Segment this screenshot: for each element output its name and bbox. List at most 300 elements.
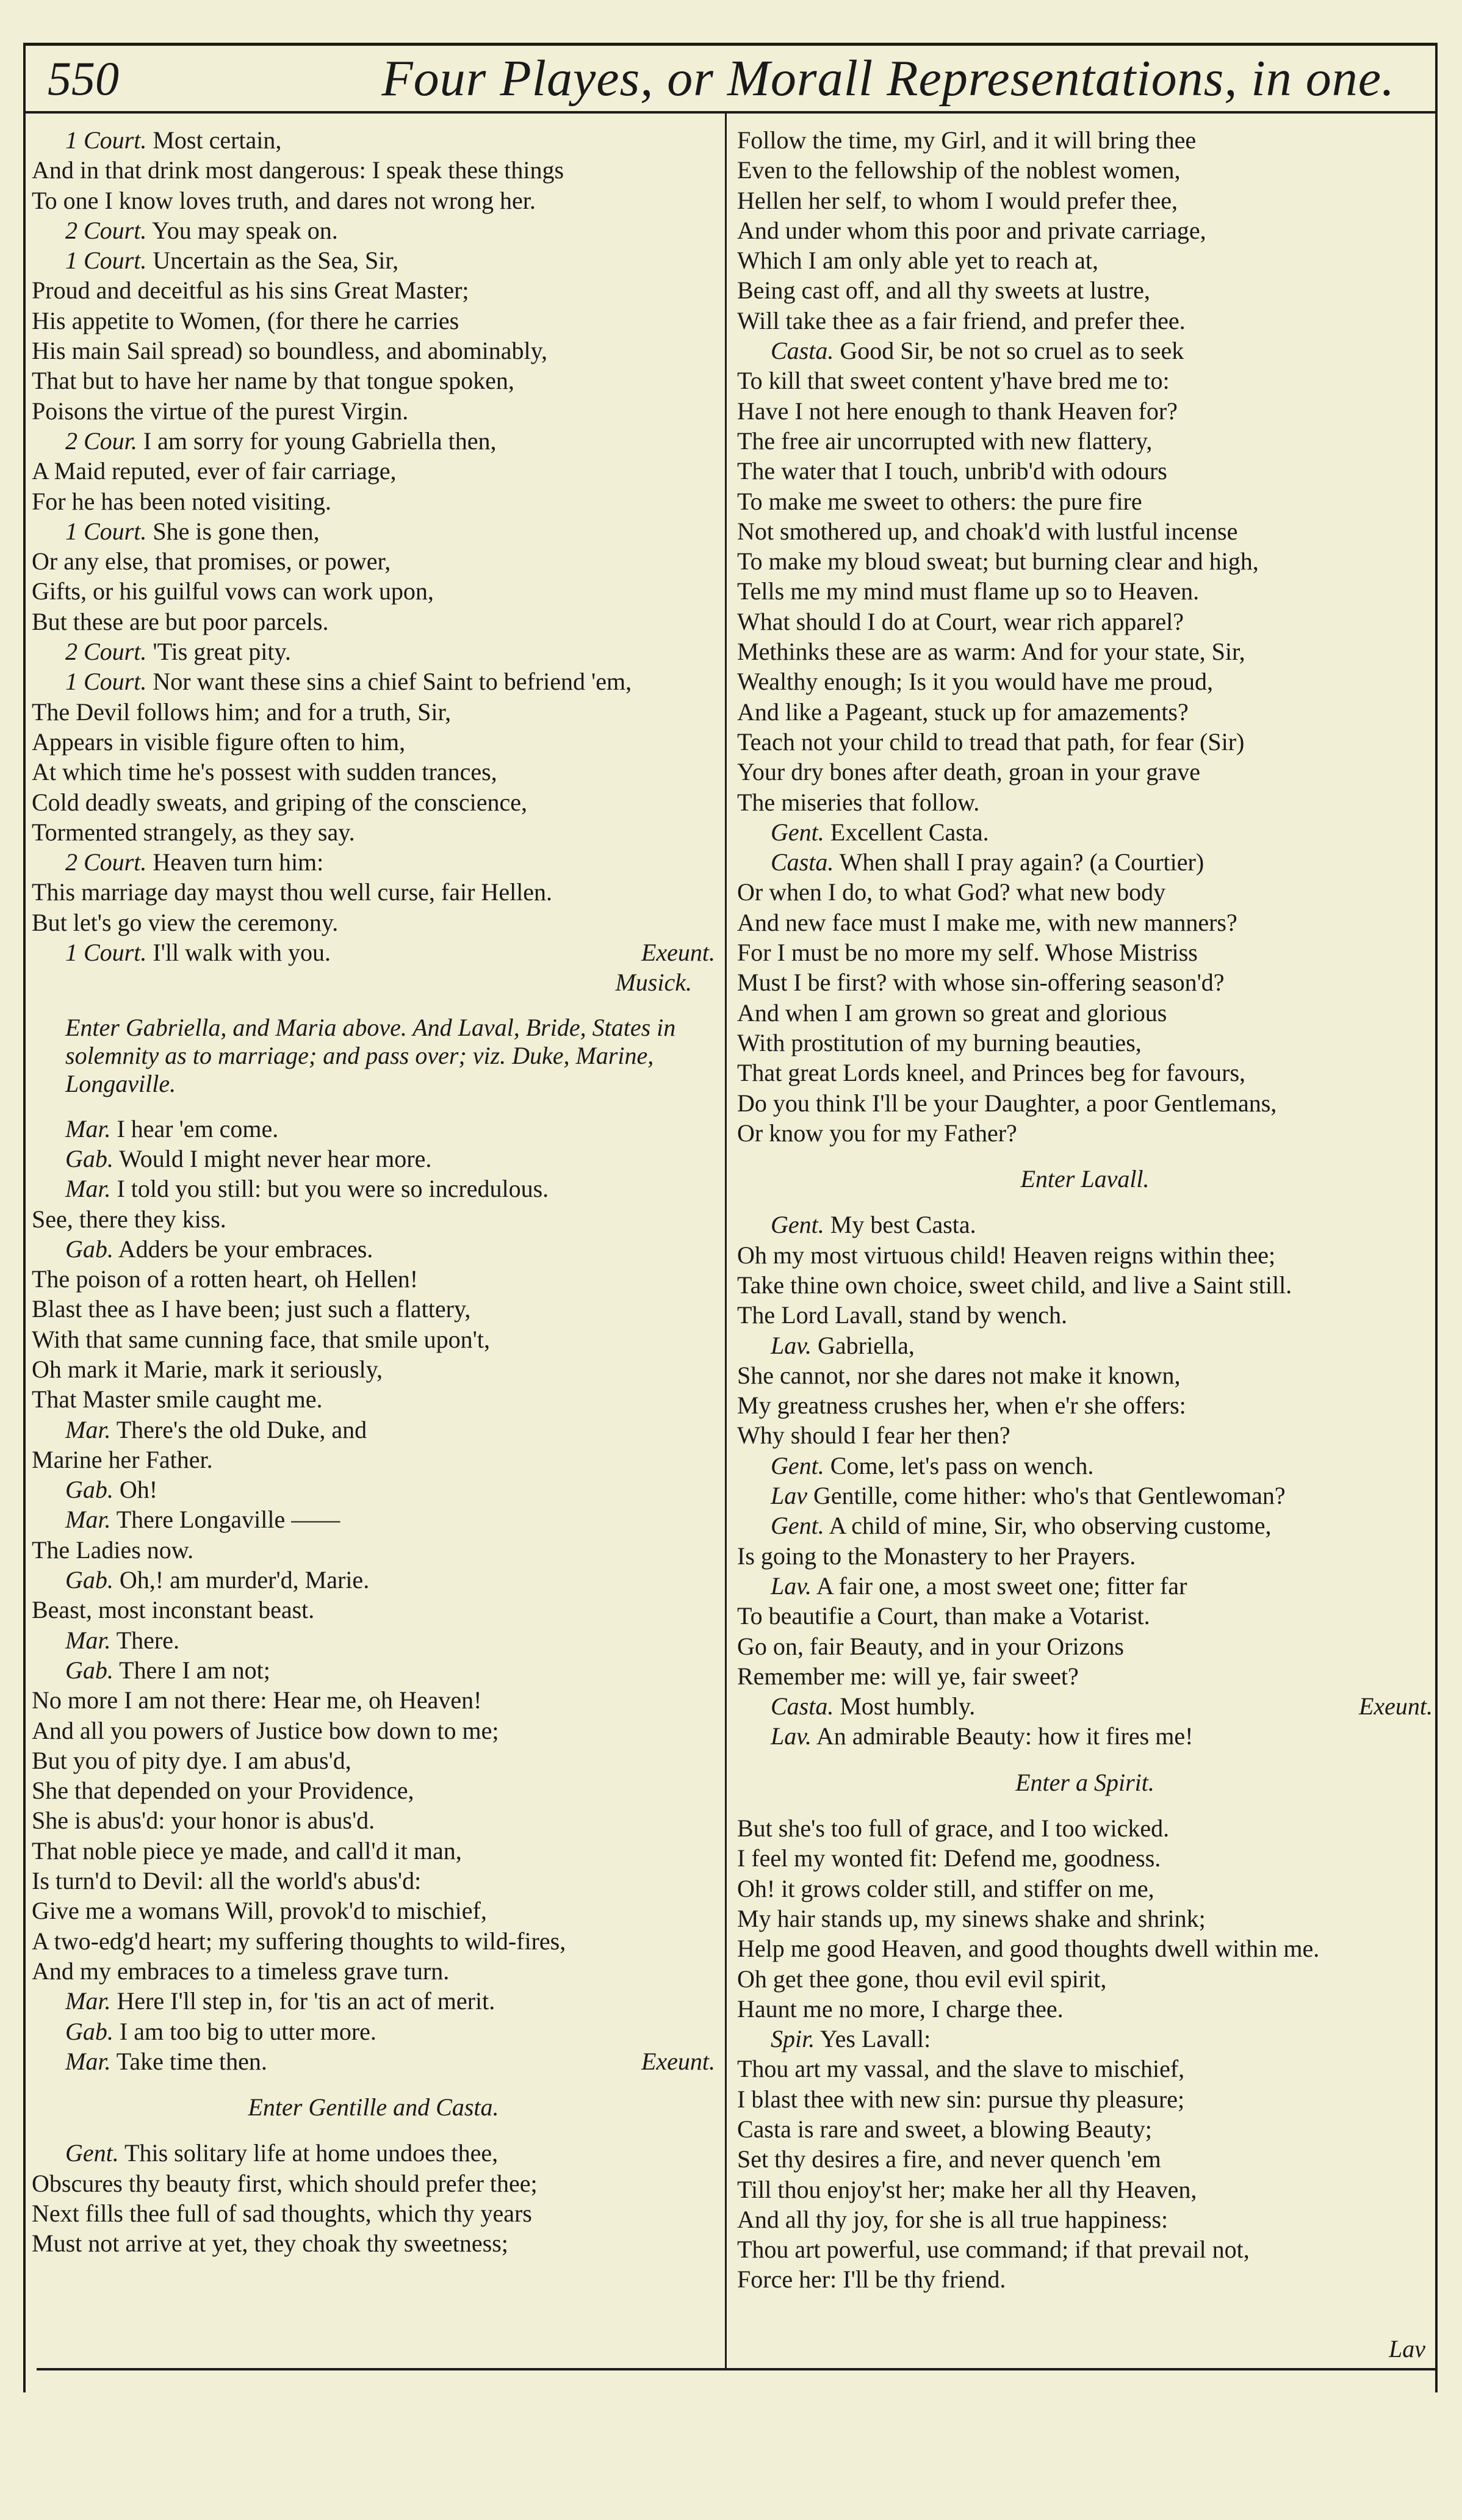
line-text: The miseries that follow.: [737, 788, 980, 816]
verse-line: [737, 998, 1433, 1028]
verse-line: [737, 516, 1433, 546]
running-title: Four Playes, or Morall Representations, in one.: [381, 50, 1395, 107]
verse-line: [32, 456, 715, 486]
line-text: Or when I do, to what God? what new body: [737, 878, 1166, 906]
verse-line: [737, 757, 1433, 787]
verse-line: [32, 2198, 715, 2228]
line-text: Set thy desires a fire, and never quench 'em: [737, 2145, 1161, 2173]
line-text: The Devil follows him; and for a truth, Sir,: [32, 698, 452, 726]
speaker-name: 2 Cour.: [65, 427, 137, 455]
speaker-name: Mar.: [65, 1506, 111, 1534]
line-text: I hear 'em come.: [110, 1114, 279, 1143]
verse-line: [32, 1836, 715, 1866]
verse-line: [32, 546, 715, 576]
header-rule: [26, 111, 1438, 114]
line-text: Force her: I'll be thy friend.: [737, 2265, 1006, 2294]
speech-line: [737, 1511, 1433, 1540]
line-text: Teach not your child to tread that path, for fear (Sir): [737, 727, 1245, 756]
line-text: To kill that sweet content y'have bred me to:: [737, 367, 1170, 395]
speaker-name: Mar.: [65, 1415, 111, 1443]
line-text: Do you think I'll be your Daughter, a poor Gentlemans,: [737, 1089, 1277, 1117]
verse-line: [737, 1994, 1433, 2024]
speech-line: [32, 1655, 715, 1685]
speech-line: [737, 1210, 1433, 1240]
line-text: That Master smile caught me.: [32, 1385, 323, 1413]
verse-line: [737, 1933, 1433, 1963]
line-text: I blast thee with new sin: pursue thy pleasure;: [737, 2085, 1185, 2113]
speaker-name: Lav.: [771, 1722, 812, 1750]
left-text-column: [32, 125, 715, 2259]
line-text: Thou art powerful, use command; if that prevail not,: [737, 2236, 1250, 2264]
verse-line: [737, 1118, 1433, 1148]
right-text-column: [737, 125, 1433, 2295]
line-text: Take time then.: [110, 2047, 267, 2075]
speech-line: [737, 1721, 1433, 1751]
speech-line: [32, 125, 715, 155]
stage-heading: Enter a Spirit.: [1015, 1768, 1154, 1796]
line-text: For he has been noted visiting.: [32, 487, 332, 515]
verse-line: [737, 546, 1433, 576]
line-text: Nor want these sins a chief Saint to befriend 'em,: [146, 668, 632, 696]
line-text: Your dry bones after death, groan in your grave: [737, 758, 1201, 786]
verse-line: [737, 1270, 1433, 1300]
line-text: Oh! it grows colder still, and stiffer on me,: [737, 1874, 1154, 1902]
spacer: [737, 1148, 1433, 1164]
speaker-name: Gab.: [65, 1476, 113, 1504]
line-text: My best Casta.: [824, 1211, 976, 1239]
line-text: And like a Pageant, stuck up for amazements?: [737, 698, 1189, 726]
verse-line: [737, 1390, 1433, 1420]
line-text: Heaven turn him:: [146, 848, 324, 876]
speaker-name: Gent.: [771, 1512, 824, 1540]
line-text: Must not arrive at yet, they choak thy sweetness;: [32, 2229, 508, 2258]
verse-line: [32, 1866, 715, 1896]
speech-line: [32, 2046, 715, 2076]
speech-line: [32, 1144, 715, 1174]
verse-line: [737, 607, 1433, 637]
verse-line: [737, 366, 1433, 395]
line-text: Obscures thy beauty first, which should prefer thee;: [32, 2169, 538, 2197]
line-text: And when I am grown so great and glorious: [737, 998, 1167, 1027]
speech-line: [32, 637, 715, 666]
speaker-name: Mar.: [65, 1114, 111, 1143]
verse-line: [737, 1028, 1433, 1058]
verse-line: [737, 215, 1433, 245]
line-text: Wealthy enough; Is it you would have me proud,: [737, 668, 1213, 696]
verse-line: [32, 1324, 715, 1354]
verse-line: [32, 306, 715, 336]
speech-line: [32, 937, 715, 967]
verse-line: [32, 1896, 715, 1926]
line-text: The free air uncorrupted with new flattery,: [737, 427, 1153, 455]
page-number: 550: [48, 52, 119, 105]
speaker-name: Gab.: [65, 1144, 113, 1172]
verse-line: [32, 1204, 715, 1234]
line-text: Gabriella,: [812, 1331, 915, 1359]
line-text: There.: [110, 1626, 179, 1654]
verse-line: [737, 908, 1433, 937]
speaker-name: Gab.: [65, 1656, 113, 1684]
speech-line: [32, 516, 715, 546]
exit-direction: Exeunt.: [641, 2047, 715, 2075]
speech-line: [32, 1114, 715, 1144]
line-text: Thou art my vassal, and the slave to mischief,: [737, 2055, 1185, 2083]
speech-line: [737, 2024, 1433, 2054]
verse-line: [32, 607, 715, 637]
line-text: Give me a womans Will, provok'd to mischief,: [32, 1897, 487, 1925]
line-text: Go on, fair Beauty, and in your Orizons: [737, 1632, 1124, 1660]
speech-line: [32, 1625, 715, 1655]
line-text: A child of mine, Sir, who observing custome,: [824, 1512, 1272, 1540]
verse-line: [32, 396, 715, 426]
line-text: Most humbly.: [834, 1692, 976, 1720]
verse-line: [32, 1445, 715, 1475]
speaker-name: 2 Court.: [65, 638, 147, 666]
speech-line: [32, 2138, 715, 2168]
verse-line: [32, 366, 715, 395]
line-text: With prostitution of my burning beauties,: [737, 1028, 1142, 1056]
speaker-name: Gent.: [771, 1211, 824, 1239]
line-text: This solitary life at home undoes thee,: [118, 2139, 499, 2167]
verse-line: [32, 186, 715, 215]
line-text: I am sorry for young Gabriella then,: [137, 427, 497, 455]
speaker-name: Gab.: [65, 1235, 113, 1263]
verse-line: [737, 637, 1433, 666]
line-text: Most certain,: [146, 126, 282, 154]
line-text: The poison of a rotten heart, oh Hellen!: [32, 1265, 419, 1293]
speech-line: [737, 847, 1433, 877]
stage-heading: Enter Lavall.: [1020, 1165, 1150, 1193]
verse-line: [32, 1294, 715, 1324]
speech-line: [32, 1174, 715, 1204]
line-text: Hellen her self, to whom I would prefer thee,: [737, 186, 1178, 214]
line-text: That great Lords kneel, and Princes beg for favours,: [737, 1059, 1246, 1087]
verse-line: [32, 697, 715, 727]
verse-line: [737, 576, 1433, 606]
line-text: The Lord Lavall, stand by wench.: [737, 1301, 1067, 1329]
speech-line: [737, 1691, 1433, 1721]
verse-line: [737, 1874, 1433, 1904]
verse-line: [737, 1813, 1433, 1843]
line-text: Proud and deceitful as his sins Great Master;: [32, 276, 469, 305]
exit-direction: Exeunt.: [641, 939, 715, 967]
verse-line: [737, 2204, 1433, 2234]
speech-line: [32, 1986, 715, 2016]
speaker-name: Casta.: [771, 848, 834, 876]
line-text: Oh!: [113, 1476, 158, 1504]
spacer: [737, 1797, 1433, 1813]
speech-line: [32, 666, 715, 696]
verse-line: [32, 275, 715, 305]
verse-line: [737, 1631, 1433, 1661]
top-rule: [26, 43, 1438, 46]
verse-line: [737, 2084, 1433, 2114]
verse-line: [737, 2114, 1433, 2144]
line-text: Here I'll step in, for 'tis an act of merit.: [110, 1987, 495, 2015]
line-text: Adders be your embraces.: [113, 1235, 373, 1263]
speaker-name: 1 Court.: [65, 247, 147, 275]
line-text: Have I not here enough to thank Heaven for?: [737, 397, 1178, 425]
speaker-name: Casta.: [771, 337, 834, 365]
line-text: I told you still: but you were so incredulous.: [110, 1175, 549, 1203]
verse-line: [737, 186, 1433, 215]
line-text: Being cast off, and all thy sweets at lustre,: [737, 276, 1150, 305]
verse-line: [737, 2264, 1433, 2294]
speaker-name: Mar.: [65, 2047, 111, 2075]
line-text: And all thy joy, for she is all true happiness:: [737, 2205, 1169, 2233]
speech-line: [737, 1571, 1433, 1601]
line-text: A two-edg'd heart; my suffering thoughts to wild-fires,: [32, 1927, 566, 1955]
speaker-name: 1 Court.: [65, 939, 147, 967]
verse-line: [32, 486, 715, 516]
line-text: Help me good Heaven, and good thoughts dwell within me.: [737, 1935, 1320, 1963]
line-text: Yes Lavall:: [815, 2025, 931, 2053]
verse-line: [737, 666, 1433, 696]
line-text: I am too big to utter more.: [113, 2017, 376, 2045]
line-text: There's the old Duke, and: [110, 1415, 367, 1443]
verse-line: [737, 1360, 1433, 1390]
speaker-name: 2 Court.: [65, 848, 147, 876]
line-text: Cold deadly sweats, and griping of the conscience,: [32, 788, 527, 816]
verse-line: [737, 1300, 1433, 1330]
verse-line: [737, 1904, 1433, 1933]
line-text: A Maid reputed, ever of fair carriage,: [32, 457, 397, 485]
line-text: And under whom this poor and private carriage,: [737, 216, 1206, 244]
line-text: Blast thee as I have been; just such a flattery,: [32, 1295, 471, 1323]
line-text: His main Sail spread) so boundless, and abominably,: [32, 337, 548, 365]
speech-line: [32, 215, 715, 245]
verse-line: [32, 1595, 715, 1625]
line-text: Appears in visible figure often to him,: [32, 727, 406, 756]
line-text: And in that drink most dangerous: I speak these things: [32, 156, 564, 184]
verse-line: [32, 336, 715, 366]
line-text: Not smothered up, and choak'd with lustful incense: [737, 517, 1238, 545]
left-border: [23, 43, 26, 2392]
line-text: The Ladies now.: [32, 1536, 194, 1564]
column-divider: [725, 111, 727, 2369]
line-text: My greatness crushes her, when e'r she offers:: [737, 1392, 1186, 1420]
line-text: Tells me my mind must flame up so to Heaven.: [737, 577, 1200, 605]
speech-line: [32, 1565, 715, 1595]
speaker-name: 1 Court.: [65, 668, 147, 696]
speech-line: [32, 847, 715, 877]
exit-direction: Exeunt.: [1358, 1692, 1433, 1720]
verse-line: [32, 787, 715, 817]
verse-line: [737, 1843, 1433, 1873]
verse-line: [737, 1601, 1433, 1631]
speech-line: [32, 1415, 715, 1445]
line-text: With that same cunning face, that smile upon't,: [32, 1325, 490, 1353]
verse-line: [737, 877, 1433, 907]
speech-line: [737, 1481, 1433, 1511]
line-text: To beautifie a Court, than make a Votarist.: [737, 1602, 1150, 1630]
line-text: Haunt me no more, I charge thee.: [737, 1995, 1064, 2023]
line-text: She is gone then,: [146, 517, 320, 545]
verse-line: [32, 727, 715, 757]
speech-line: [32, 1475, 715, 1504]
line-text: Uncertain as the Sea, Sir,: [146, 247, 399, 275]
line-text: Is going to the Monastery to her Prayers.: [737, 1542, 1136, 1570]
line-text: See, there they kiss.: [32, 1205, 226, 1233]
line-text: When shall I pray again? (a Courtier): [834, 848, 1205, 876]
line-text: His appetite to Women, (for there he carries: [32, 306, 459, 334]
line-text: Gifts, or his guilful vows can work upon,: [32, 577, 434, 605]
line-text: She that depended on your Providence,: [32, 1777, 414, 1805]
stage-direction: Enter Gabriella, and Maria above. And Laval, Bride, States in solemnity as to marriage; and pass over; viz. Duke, Marine, Longaville.: [65, 1013, 676, 1097]
verse-line: [32, 1264, 715, 1294]
line-text: Or any else, that promises, or power,: [32, 547, 391, 576]
line-text: There Longaville ——: [110, 1506, 340, 1534]
verse-line: [737, 1088, 1433, 1118]
verse-line: [32, 1746, 715, 1775]
line-text: Will take thee as a fair friend, and prefer thee.: [737, 306, 1186, 334]
verse-line: [32, 817, 715, 847]
line-text: I'll walk with you.: [146, 939, 331, 967]
line-text: Remember me: will ye, fair sweet?: [737, 1662, 1079, 1690]
speaker-name: Lav.: [771, 1331, 812, 1359]
line-text: Till thou enjoy'st her; make her all thy Heaven,: [737, 2175, 1197, 2203]
line-text: Gentille, come hither: who's that Gentlewoman?: [807, 1482, 1286, 1510]
speech-line: [32, 245, 715, 275]
verse-line: [32, 576, 715, 606]
line-text: But you of pity dye. I am abus'd,: [32, 1746, 351, 1774]
spacer: [737, 1752, 1433, 1767]
line-text: To make me sweet to others: the pure fire: [737, 487, 1142, 515]
spacer: [32, 2122, 715, 2138]
line-text: But she's too full of grace, and I too wicked.: [737, 1814, 1170, 1843]
line-text: At which time he's possest with sudden trances,: [32, 758, 497, 786]
line-text: To make my bloud sweat; but burning clear and high,: [737, 547, 1259, 576]
verse-line: [737, 155, 1433, 185]
line-text: This marriage day mayst thou well curse, fair Hellen.: [32, 878, 553, 906]
verse-line: [737, 2144, 1433, 2174]
line-text: For I must be no more my self. Whose Mistriss: [737, 939, 1198, 967]
bottom-rule: [37, 2368, 1438, 2370]
speaker-name: 1 Court.: [65, 126, 147, 154]
line-text: Come, let's pass on wench.: [824, 1451, 1094, 1479]
verse-line: [32, 1926, 715, 1956]
verse-line: [737, 787, 1433, 817]
line-text: Oh mark it Marie, mark it seriously,: [32, 1355, 383, 1383]
line-text: An admirable Beauty: how it fires me!: [812, 1722, 1194, 1750]
verse-line: [32, 1535, 715, 1565]
line-text: That but to have her name by that tongue spoken,: [32, 367, 514, 395]
line-text: Even to the fellowship of the noblest women,: [737, 156, 1181, 184]
line-text: To one I know loves truth, and dares not wrong her.: [32, 186, 536, 214]
verse-line: [32, 1956, 715, 1986]
line-text: Must I be first? with whose sin-offering season'd?: [737, 969, 1225, 997]
speaker-name: Gab.: [65, 2017, 113, 2045]
spacer: [32, 1098, 715, 1114]
line-text: Why should I fear her then?: [737, 1421, 1010, 1450]
speaker-name: 2 Court.: [65, 216, 147, 244]
verse-line: [737, 1420, 1433, 1450]
verse-line: [737, 1661, 1433, 1691]
speech-line: [32, 426, 715, 456]
line-text: But let's go view the ceremony.: [32, 908, 339, 936]
line-text: Poisons the virtue of the purest Virgin.: [32, 397, 409, 425]
line-text: Next fills thee full of sad thoughts, which thy years: [32, 2200, 532, 2227]
speech-line: [32, 2016, 715, 2046]
verse-line: [32, 877, 715, 907]
verse-line: [737, 306, 1433, 336]
verse-line: [32, 2228, 715, 2258]
line-text: But these are but poor parcels.: [32, 607, 329, 635]
verse-line: [737, 2175, 1433, 2204]
verse-line: [737, 1240, 1433, 1270]
speaker-name: Gent.: [771, 818, 824, 846]
line-text: Good Sir, be not so cruel as to seek: [834, 337, 1184, 365]
line-text: My hair stands up, my sinews shake and shrink;: [737, 1904, 1206, 1932]
line-text: I feel my wonted fit: Defend me, goodness.: [737, 1844, 1161, 1872]
spacer: [737, 1194, 1433, 1210]
verse-line: [32, 967, 715, 997]
verse-line: [32, 1716, 715, 1746]
line-text: Take thine own choice, sweet child, and live a Saint still.: [737, 1271, 1292, 1299]
line-text: What should I do at Court, wear rich apparel?: [737, 607, 1184, 635]
verse-line: [32, 908, 715, 937]
verse-line: [32, 155, 715, 185]
speech-line: [32, 1234, 715, 1264]
speech-line: [737, 1451, 1433, 1481]
verse-line: [737, 125, 1433, 155]
line-text: Would I might never hear more.: [113, 1144, 432, 1172]
verse-line: [32, 1685, 715, 1715]
speaker-name: 1 Court.: [65, 517, 147, 545]
line-text: Oh get thee gone, thou evil evil spirit,: [737, 1965, 1107, 1993]
right-border: [1435, 43, 1438, 2392]
speaker-name: Mar.: [65, 1175, 111, 1203]
verse-line: [737, 486, 1433, 516]
spacer: [32, 998, 715, 1014]
line-text: A fair one, a most sweet one; fitter far: [812, 1572, 1187, 1600]
verse-line: [737, 1964, 1433, 1994]
verse-line: [737, 245, 1433, 275]
verse-line: [737, 275, 1433, 305]
line-text: Casta is rare and sweet, a blowing Beauty;: [737, 2115, 1152, 2143]
verse-line: [737, 697, 1433, 727]
line-text: You may speak on.: [146, 216, 338, 244]
line-text: Or know you for my Father?: [737, 1119, 1017, 1147]
line-text: Is turn'd to Devil: all the world's abus'd:: [32, 1867, 422, 1895]
speaker-name: Casta.: [771, 1692, 834, 1720]
verse-line: [32, 1354, 715, 1384]
line-text: Oh my most virtuous child! Heaven reigns within thee;: [737, 1241, 1276, 1269]
catchword: Lav: [1389, 2335, 1425, 2363]
verse-line: [737, 1541, 1433, 1571]
line-text: 'Tis great pity.: [146, 638, 291, 666]
speaker-name: Mar.: [65, 1987, 111, 2015]
line-text: Excellent Casta.: [824, 818, 989, 846]
speech-line: [32, 1504, 715, 1534]
line-text: She is abus'd: your honor is abus'd.: [32, 1807, 375, 1835]
stage-cue: Musick.: [615, 969, 692, 997]
line-text: Tormented strangely, as they say.: [32, 818, 355, 846]
verse-line: [737, 456, 1433, 486]
speaker-name: Lav.: [771, 1572, 812, 1600]
line-text: Oh,! am murder'd, Marie.: [113, 1566, 370, 1594]
verse-line: [32, 1775, 715, 1805]
verse-line: [737, 937, 1433, 967]
line-text: She cannot, nor she dares not make it known,: [737, 1361, 1181, 1389]
stage-heading: Enter Gentille and Casta.: [248, 2093, 499, 2121]
verse-line: [737, 1058, 1433, 1088]
verse-line: [737, 967, 1433, 997]
verse-line: [737, 396, 1433, 426]
speaker-name: Gent.: [65, 2139, 119, 2167]
line-text: Methinks these are as warm: And for your state, Sir,: [737, 638, 1245, 666]
verse-line: [32, 757, 715, 787]
